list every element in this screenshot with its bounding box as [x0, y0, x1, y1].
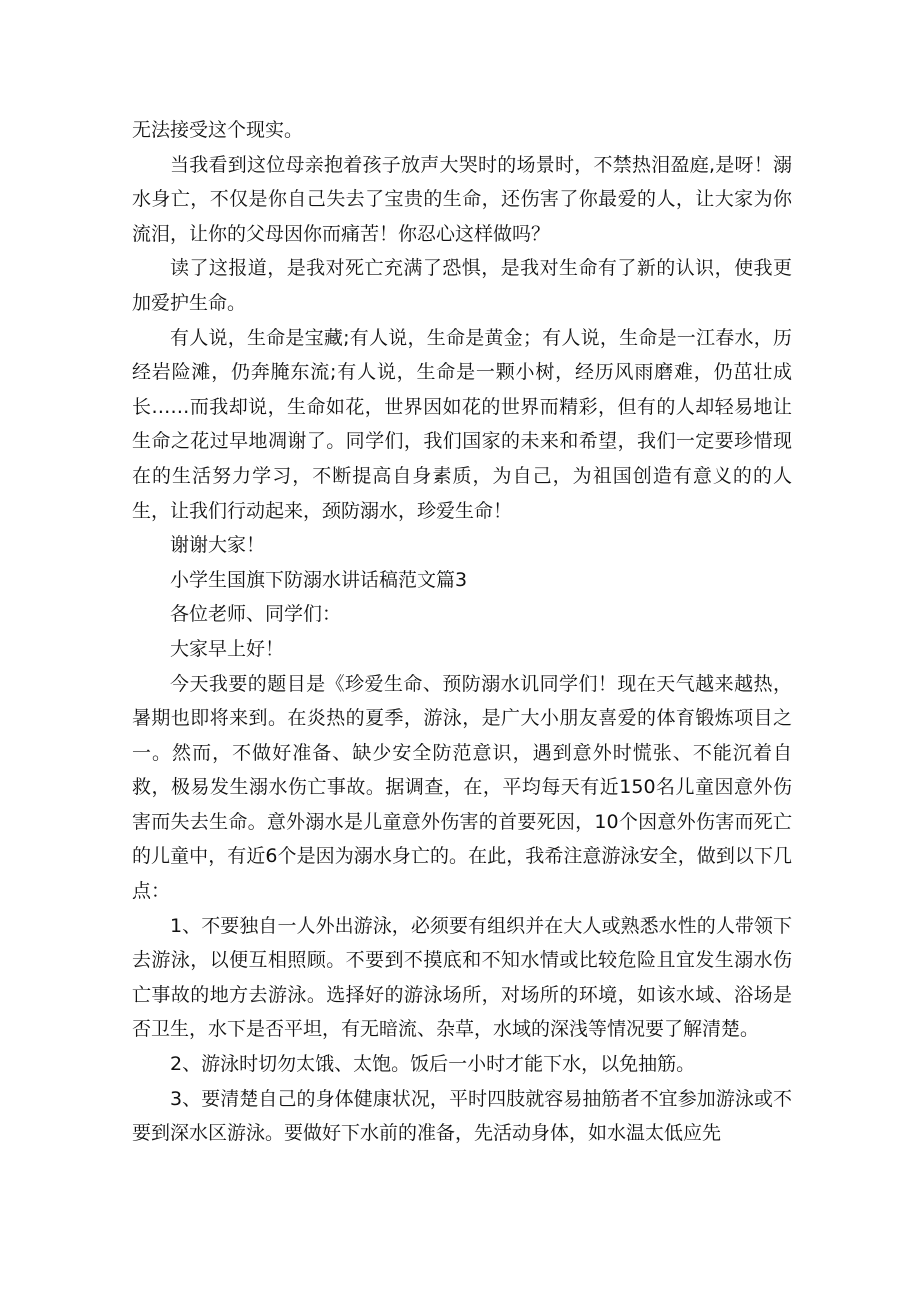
paragraph-reading-report: 读了这报道，是我对死亡充满了恐惧，是我对生命有了新的认识，使我更加爱护生命。 — [132, 257, 792, 314]
list-item-2: 2、游泳时切勿太饿、太饱。饭后一小时才能下水，以免抽筋。 — [170, 1053, 696, 1076]
paragraph-mother-scene: 当我看到这位母亲抱着孩子放声大哭时的场景时，不禁热泪盈庭,是呀！溺水身亡，不仅是你自己失去了宝贵的生命，还伤害了你最爱的人，让大家为你流泪，让你的父母因你而痛苦！你忍心这样做吗？ — [132, 153, 792, 245]
paragraph-topic-intro: 今天我要的题目是《珍爱生命、预防溺水讥同学们！现在天气越来越热，暑期也即将来到。在炎热的夏季，游泳，是广大小朋友喜爱的体育锻炼项目之一。然而，不做好准备、缺少安全防范意识，遇到意外时慌张、不能沉着自救，极易发生溺水伤亡事故。据调查，在，平均每天有近150名儿童因意外伤害而失去生命。意外溺水是儿童意外伤害的首要死因，10个因意外伤害而死亡的儿童中，有近6个是因为溺水身亡的。在此，我希注意游泳安全，做到以下几点： — [132, 672, 792, 903]
section-title: 小学生国旗下防溺水讲话稿范文篇3 — [170, 568, 468, 591]
greeting: 大家早上好！ — [170, 637, 285, 660]
list-item-1: 1、不要独自一人外出游泳，必须要有组织并在大人或熟悉水性的人带领下去游泳，以便互相照顾。不要到不摸底和不知水情或比较危险且宜发生溺水伤亡事故的地方去游泳。选择好的游泳场所，对场所的环境，如该水域、浴场是否卫生，水下是否平坦，有无暗流、杂草，水域的深浅等情况要了解清楚。 — [132, 914, 792, 1041]
salutation: 各位老师、同学们： — [170, 603, 342, 626]
paragraph-life-metaphor: 有人说，生命是宝藏;有人说，生命是黄金；有人说，生命是一江春水，历经岩险滩，仍奔腌东流;有人说，生命是一颗小树，经历风雨磨难，仍茁壮成长……而我却说，生命如花，世界因如花的世界而精彩，但有的人却轻易地让生命之花过早地凋谢了。同学们，我们国家的未来和希望，我们一定要珍惜现在的生活努力学习，不断提高自身素质，为自己，为祖国创造有意义的的人生，让我们行动起来，颈防溺水，珍爱生命！ — [132, 326, 792, 522]
paragraph-thanks: 谢谢大家！ — [170, 534, 266, 557]
paragraph-continuation: 无法接受这个现实。 — [132, 119, 304, 141]
list-item-3: 3、要清楚自己的身体健康状况，平时四肢就容易抽筋者不宜参加游泳或不要到深水区游泳。要做好下水前的准备，先活动身体，如水温太低应先 — [132, 1087, 792, 1145]
article-body — [132, 113, 792, 1151]
